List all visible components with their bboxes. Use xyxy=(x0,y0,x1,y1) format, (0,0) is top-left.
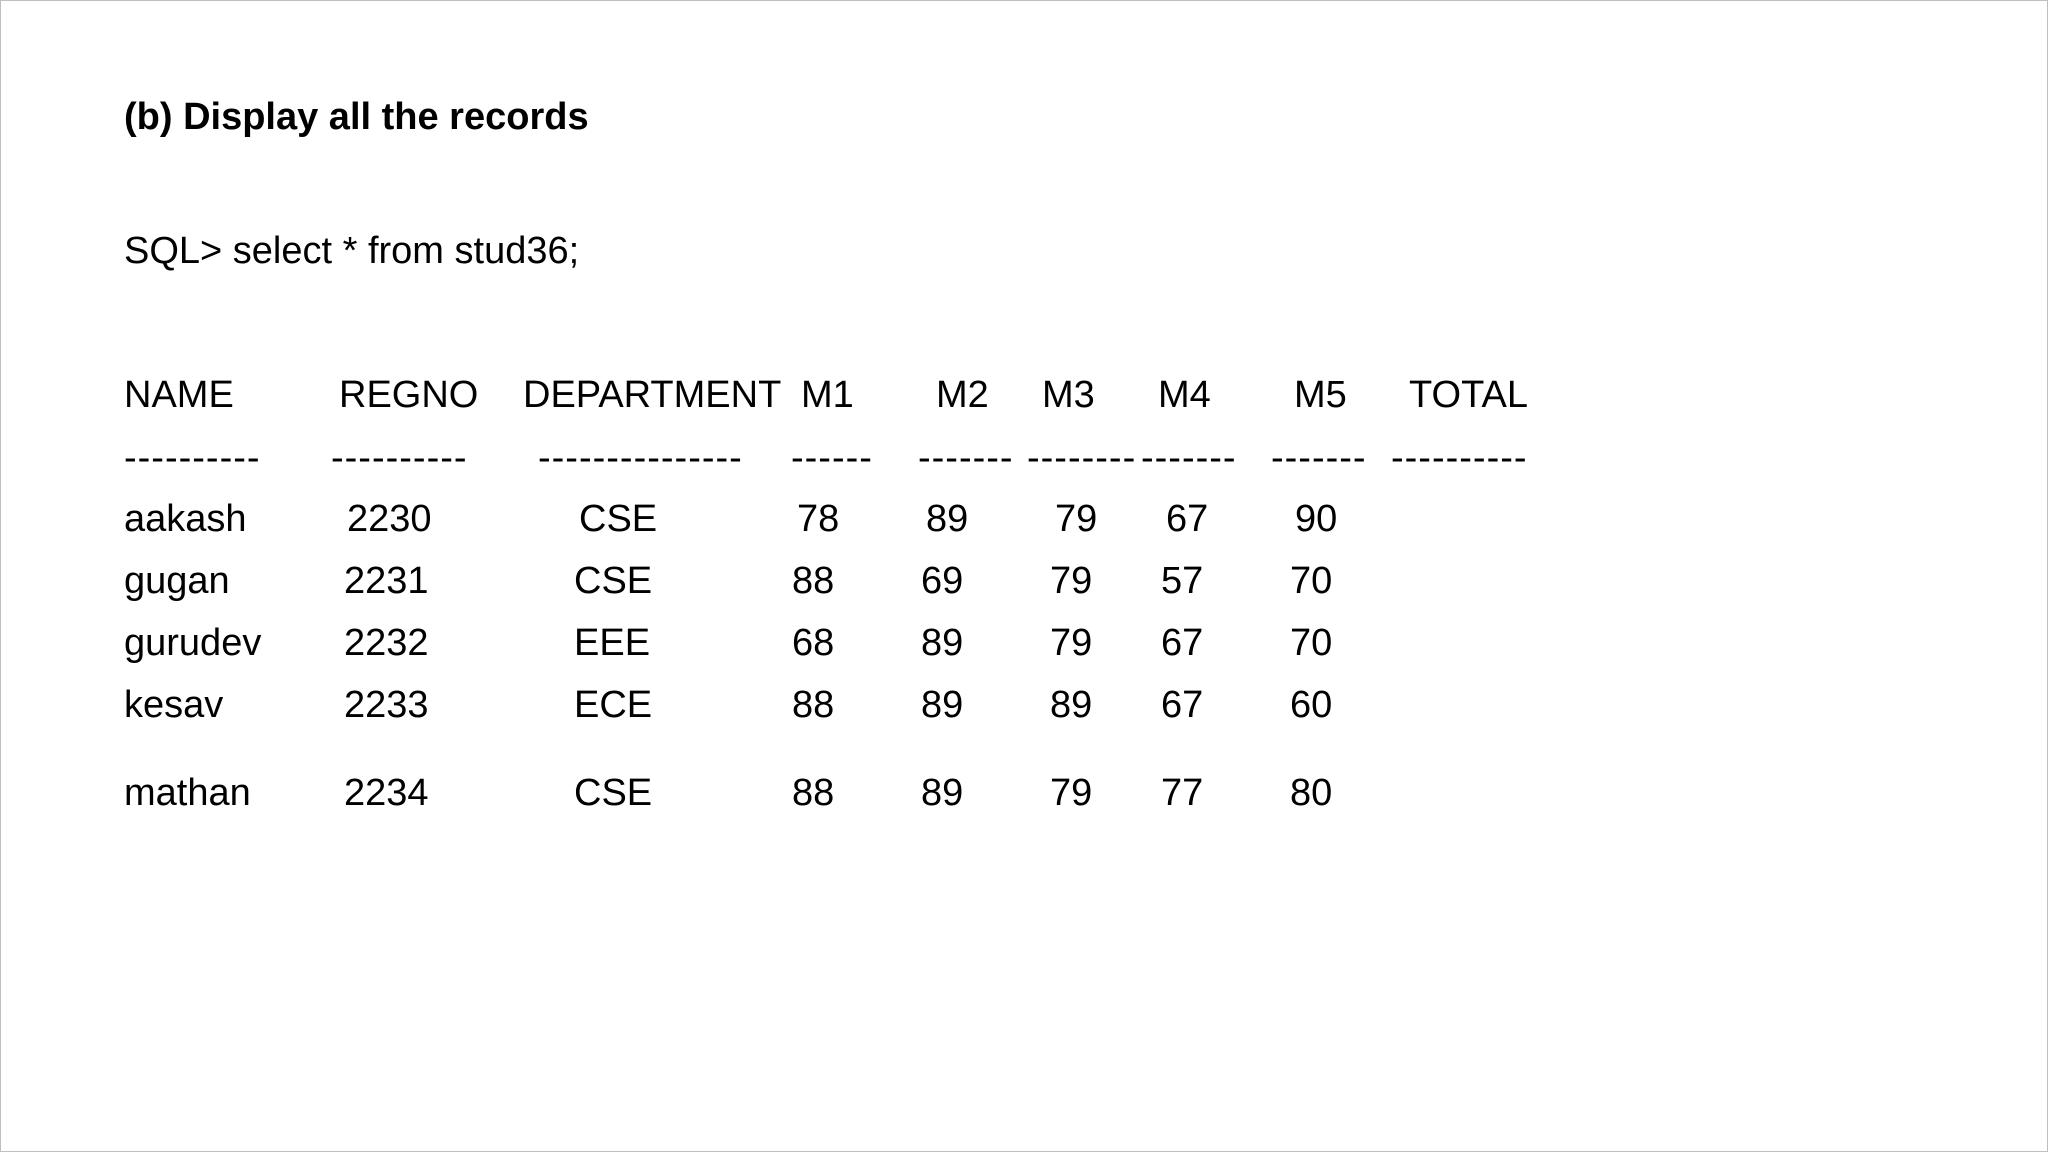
column-header: DEPARTMENT xyxy=(523,374,782,416)
table-cell: ECE xyxy=(574,684,653,726)
table-cell: gurudev xyxy=(124,622,262,664)
column-header: M5 xyxy=(1294,374,1347,416)
column-header: M2 xyxy=(936,374,989,416)
table-cell: 77 xyxy=(1161,772,1204,814)
table-cell: mathan xyxy=(124,772,251,814)
table-cell: 70 xyxy=(1290,560,1333,602)
table-cell: aakash xyxy=(124,498,247,540)
column-separator: ---------- xyxy=(331,437,468,479)
table-cell: 67 xyxy=(1161,684,1204,726)
table-cell: 79 xyxy=(1050,772,1093,814)
table-cell: 89 xyxy=(921,772,964,814)
table-cell: 57 xyxy=(1161,560,1204,602)
table-cell: 79 xyxy=(1050,622,1093,664)
table-cell: 88 xyxy=(792,560,835,602)
table-cell: 67 xyxy=(1166,498,1209,540)
column-header: NAME xyxy=(124,374,234,416)
table-cell: 88 xyxy=(792,684,835,726)
sql-query: SQL> select * from stud36; xyxy=(124,230,580,272)
column-separator: -------- xyxy=(1027,437,1137,479)
table-cell: 2231 xyxy=(344,560,429,602)
column-separator: ------- xyxy=(1271,437,1367,479)
table-cell: CSE xyxy=(574,560,653,602)
table-cell: kesav xyxy=(124,684,224,726)
column-header: M1 xyxy=(801,374,854,416)
column-separator: ---------- xyxy=(124,437,261,479)
table-cell: 2233 xyxy=(344,684,429,726)
slide-heading: (b) Display all the records xyxy=(124,96,589,138)
table-cell: 2232 xyxy=(344,622,429,664)
column-separator: ------- xyxy=(1141,437,1237,479)
column-header: REGNO xyxy=(339,374,479,416)
table-cell: 2234 xyxy=(344,772,429,814)
table-cell: 89 xyxy=(1050,684,1093,726)
table-cell: 80 xyxy=(1290,772,1333,814)
column-separator: --------------- xyxy=(538,437,743,479)
table-cell: 68 xyxy=(792,622,835,664)
table-cell: 79 xyxy=(1050,560,1093,602)
column-separator: ---------- xyxy=(1391,437,1528,479)
table-cell: EEE xyxy=(574,622,651,664)
table-cell: CSE xyxy=(579,498,658,540)
table-cell: gugan xyxy=(124,560,230,602)
table-cell: 89 xyxy=(926,498,969,540)
column-header: M3 xyxy=(1042,374,1095,416)
table-cell: 88 xyxy=(792,772,835,814)
table-cell: 60 xyxy=(1290,684,1333,726)
table-cell: 2230 xyxy=(347,498,432,540)
table-cell: CSE xyxy=(574,772,653,814)
table-cell: 70 xyxy=(1290,622,1333,664)
table-cell: 67 xyxy=(1161,622,1204,664)
column-header: M4 xyxy=(1158,374,1211,416)
column-separator: ------- xyxy=(918,437,1014,479)
table-cell: 89 xyxy=(921,622,964,664)
table-cell: 79 xyxy=(1055,498,1098,540)
table-cell: 90 xyxy=(1295,498,1338,540)
column-header: TOTAL xyxy=(1409,374,1528,416)
column-separator: ------ xyxy=(791,437,873,479)
table-cell: 89 xyxy=(921,684,964,726)
table-cell: 78 xyxy=(797,498,840,540)
table-cell: 69 xyxy=(921,560,964,602)
